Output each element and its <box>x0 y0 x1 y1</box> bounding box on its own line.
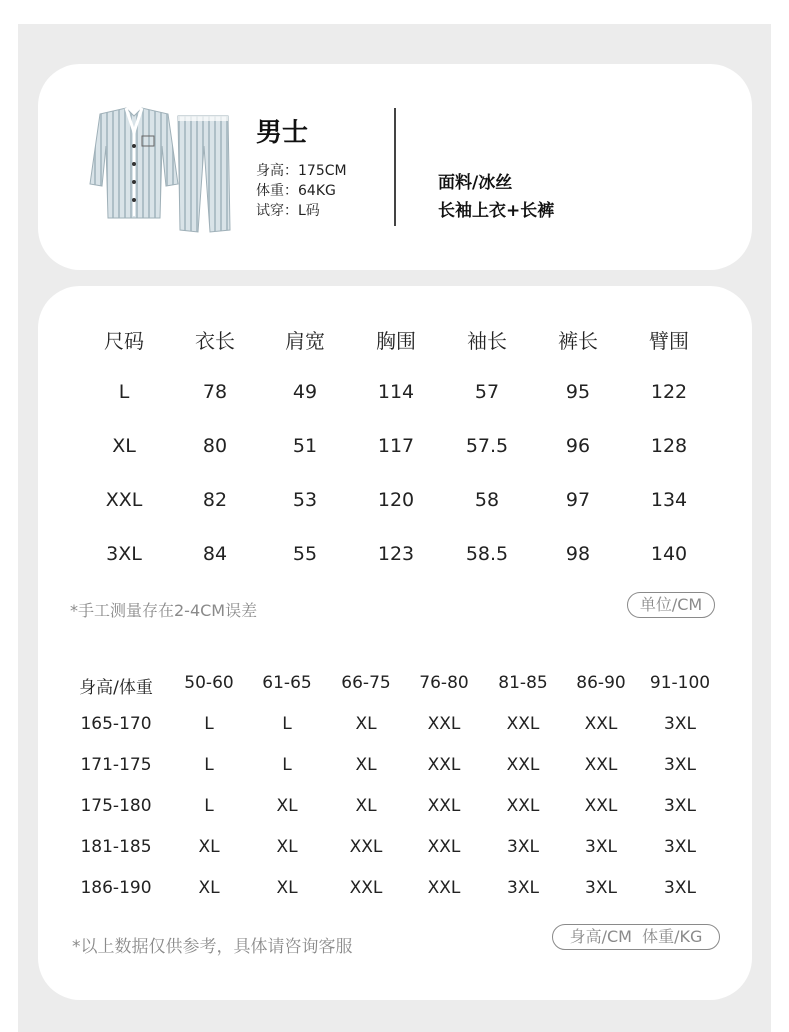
spec-height: 身高：175CM <box>256 163 347 179</box>
table-cell: 3XL <box>585 837 617 857</box>
table-cell: 165-170 <box>80 714 152 734</box>
table-cell: 122 <box>650 381 688 403</box>
table-cell: L <box>118 381 130 403</box>
table-cell: 117 <box>377 435 415 457</box>
table-cell: L <box>282 714 292 734</box>
table-cell: XXL <box>427 878 461 898</box>
size-header-length: 衣长 <box>195 329 235 353</box>
table-cell: 3XL <box>106 543 142 565</box>
table-cell: 49 <box>292 381 318 403</box>
table-cell: 3XL <box>664 755 696 775</box>
table-cell: XXL <box>427 796 461 816</box>
measure-note: *手工测量存在2-4CM误差 <box>70 601 258 620</box>
table-cell: 181-185 <box>80 837 152 857</box>
size-header-arm: 臂围 <box>649 329 689 353</box>
unit-badge-hw: 身高/CM 体重/KG <box>552 924 720 950</box>
table-cell: L <box>282 755 292 775</box>
feature-style: 长袖上衣+长裤 <box>438 201 555 221</box>
table-cell: XXL <box>349 837 383 857</box>
table-cell: 97 <box>565 489 591 511</box>
table-cell: 80 <box>202 435 228 457</box>
table-cell: XL <box>355 755 377 775</box>
fit-header-w4: 76-80 <box>419 673 469 693</box>
table-cell: 3XL <box>664 714 696 734</box>
fit-header-w1: 50-60 <box>184 673 234 693</box>
pajama-set-image <box>82 106 232 236</box>
table-cell: 58 <box>474 489 500 511</box>
table-cell: XXL <box>506 714 540 734</box>
table-cell: XXL <box>105 489 143 511</box>
table-cell: 3XL <box>507 837 539 857</box>
table-cell: XXL <box>584 796 618 816</box>
table-cell: 171-175 <box>80 755 152 775</box>
table-cell: 140 <box>650 543 688 565</box>
table-cell: 51 <box>292 435 318 457</box>
spec-fit: 试穿：L码 <box>256 203 320 219</box>
feature-fabric: 面料/冰丝 <box>438 173 513 193</box>
table-cell: 58.5 <box>465 543 509 565</box>
table-cell: 123 <box>377 543 415 565</box>
table-cell: 120 <box>377 489 415 511</box>
table-cell: XL <box>276 796 298 816</box>
fit-header-w3: 66-75 <box>341 673 391 693</box>
table-cell: 84 <box>202 543 228 565</box>
table-cell: XXL <box>427 837 461 857</box>
table-cell: XXL <box>506 755 540 775</box>
table-cell: XXL <box>427 714 461 734</box>
table-cell: XL <box>198 878 220 898</box>
table-cell: XXL <box>584 714 618 734</box>
product-card <box>38 64 752 270</box>
table-cell: 134 <box>650 489 688 511</box>
size-header-chest: 胸围 <box>376 329 416 353</box>
table-cell: 57.5 <box>465 435 509 457</box>
table-cell: 175-180 <box>80 796 152 816</box>
table-cell: 186-190 <box>80 878 152 898</box>
spec-weight: 体重：64KG <box>256 183 336 199</box>
size-header-size: 尺码 <box>104 329 144 353</box>
table-cell: 55 <box>292 543 318 565</box>
table-cell: 3XL <box>507 878 539 898</box>
table-cell: XL <box>276 878 298 898</box>
table-cell: L <box>204 714 214 734</box>
fit-header-w6: 86-90 <box>576 673 626 693</box>
table-cell: 78 <box>202 381 228 403</box>
size-header-pants: 裤长 <box>558 329 598 353</box>
fit-header-hw: 身高/体重 <box>79 678 153 698</box>
divider <box>394 108 396 226</box>
fit-header-w5: 81-85 <box>498 673 548 693</box>
size-header-sleeve: 袖长 <box>467 329 507 353</box>
table-cell: L <box>204 755 214 775</box>
table-cell: 3XL <box>664 837 696 857</box>
table-cell: 128 <box>650 435 688 457</box>
fit-header-w2: 61-65 <box>262 673 312 693</box>
table-cell: 96 <box>565 435 591 457</box>
table-cell: XXL <box>506 796 540 816</box>
fit-header-w7: 91-100 <box>649 673 711 693</box>
table-cell: 3XL <box>664 796 696 816</box>
table-cell: XXL <box>349 878 383 898</box>
table-cell: 95 <box>565 381 591 403</box>
table-cell: XL <box>355 714 377 734</box>
table-cell: 57 <box>474 381 500 403</box>
reference-note: *以上数据仅供参考，具体请咨询客服 <box>72 937 353 957</box>
table-cell: XL <box>276 837 298 857</box>
table-cell: XL <box>112 435 136 457</box>
table-cell: 53 <box>292 489 318 511</box>
table-cell: 3XL <box>585 878 617 898</box>
table-cell: 98 <box>565 543 591 565</box>
table-cell: XXL <box>427 755 461 775</box>
table-cell: 82 <box>202 489 228 511</box>
table-cell: 3XL <box>664 878 696 898</box>
size-header-shoulder: 肩宽 <box>285 329 325 353</box>
unit-badge: 单位/CM <box>627 592 715 618</box>
table-cell: XL <box>198 837 220 857</box>
table-cell: XL <box>355 796 377 816</box>
table-cell: XXL <box>584 755 618 775</box>
table-cell: 114 <box>377 381 415 403</box>
product-title: 男士 <box>256 118 309 148</box>
table-cell: L <box>204 796 214 816</box>
